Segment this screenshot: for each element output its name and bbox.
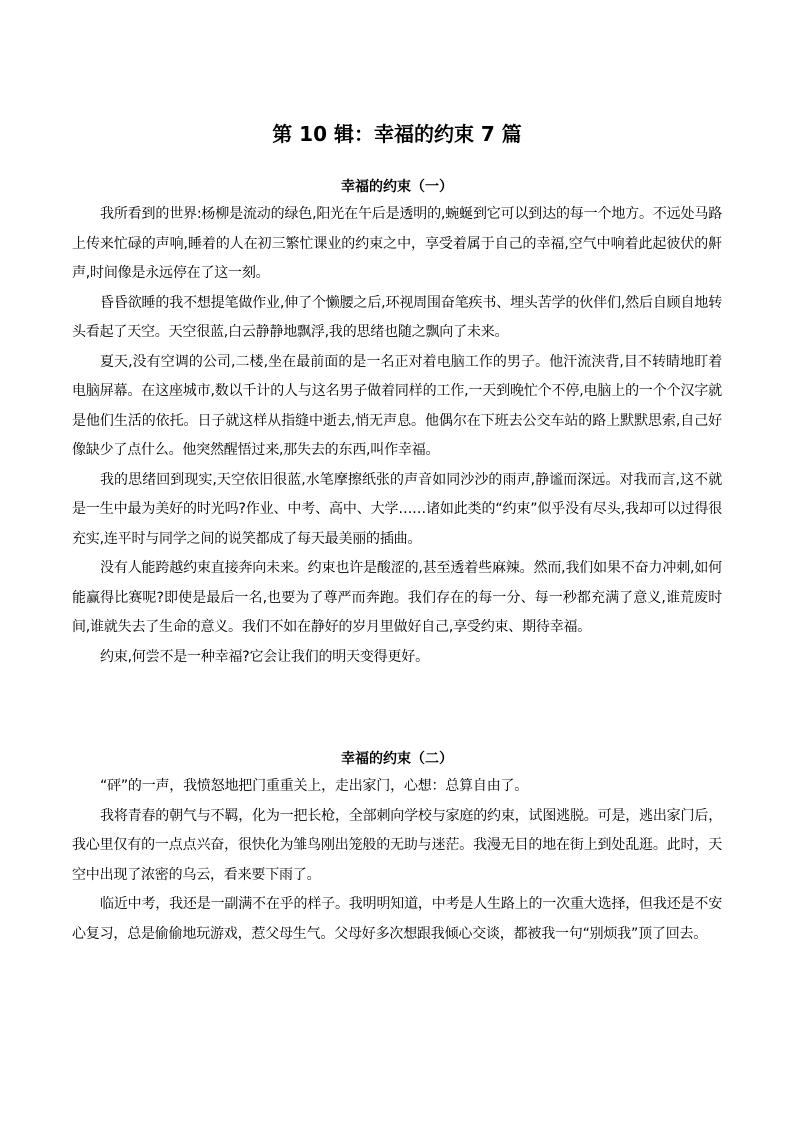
essay-paragraph: 我所看到的世界:杨柳是流动的绿色,阳光在午后是透明的,蜿蜒到它可以到达的每一个地方。不远处马路上传来忙碌的声响,睡着的人在初三繁忙课业的约束之中，享受着属于自己的幸福,空气中响着此起彼伏的鼾声,时间像是永远停在了这一刻。 bbox=[72, 206, 722, 281]
essay-section-2 bbox=[72, 748, 722, 949]
essay-heading: 幸福的约束（二） bbox=[341, 751, 453, 767]
essay-heading: 幸福的约束（一） bbox=[341, 179, 453, 195]
essay-paragraph: 我将青春的朝气与不羁，化为一把长枪，全部刺向学校与家庭的约束，试图逃脱。可是，逃出家门后，我心里仅有的一点点兴奋，很快化为雏鸟刚出笼般的无助与迷茫。我漫无目的地在街上到处乱逛。此时，天空中出现了浓密的乌云，看来要下雨了。 bbox=[72, 807, 722, 883]
essay-paragraph: 没有人能跨越约束直接奔向未来。约束也许是酸涩的,甚至透着些麻辣。然而,我们如果不奋力冲刺,如何能赢得比赛呢?即使是最后一名,也要为了尊严而奔跑。我们存在的每一分、每一秒都充满了意义,谁荒废时间,谁就失去了生命的意义。我们不如在静好的岁月里做好自己,享受约束、期待幸福。 bbox=[72, 560, 722, 635]
essay-paragraph: 我的思绪回到现实,天空依旧很蓝,水笔摩擦纸张的声音如同沙沙的雨声,静谧而深远。对我而言,这不就是一生中最为美好的时光吗?作业、中考、高中、大学……诸如此类的“约束”似乎没有尽头,我却可以过得很充实,连平时与同学之间的说笑都成了每天最美丽的插曲。 bbox=[72, 471, 722, 547]
essay-section-1 bbox=[72, 176, 722, 672]
essay-paragraph: 昏昏欲睡的我不想提笔做作业,伸了个懒腰之后,环视周围奋笔疾书、埋头苦学的伙伴们,然后自顾自地转头看起了天空。天空很蓝,白云静静地飘浮,我的思绪也随之飘向了未来。 bbox=[72, 294, 722, 340]
essay-paragraph: 临近中考，我还是一副满不在乎的样子。我明明知道，中考是人生路上的一次重大选择，但我还是不安心复习，总是偷偷地玩游戏，惹父母生气。父母好多次想跟我倾心交谈，都被我一句“别烦我”顶了回去。 bbox=[72, 896, 722, 942]
document-title: 第 10 辑：幸福的约束 7 篇 bbox=[272, 122, 522, 146]
essay-paragraph: “砰”的一声，我愤怒地把门重重关上，走出家门，心想：总算自由了。 bbox=[100, 778, 529, 794]
essay-paragraph: 约束,何尝不是一种幸福?它会让我们的明天变得更好。 bbox=[100, 648, 429, 665]
essay-paragraph: 夏天,没有空调的公司,二楼,坐在最前面的是一名正对着电脑工作的男子。他汗流浃背,目不转睛地盯着电脑屏幕。在这座城市,数以千计的人与这名男子做着同样的工作,一天到晚忙个不停,电脑上的一个个汉字就是他们生活的依托。日子就这样从指缝中逝去,悄无声息。他偶尔在下班去公交车站的路上默默思索,自己好像缺少了点什么。他突然醒悟过来,那失去的东西,叫作幸福。 bbox=[72, 353, 722, 458]
